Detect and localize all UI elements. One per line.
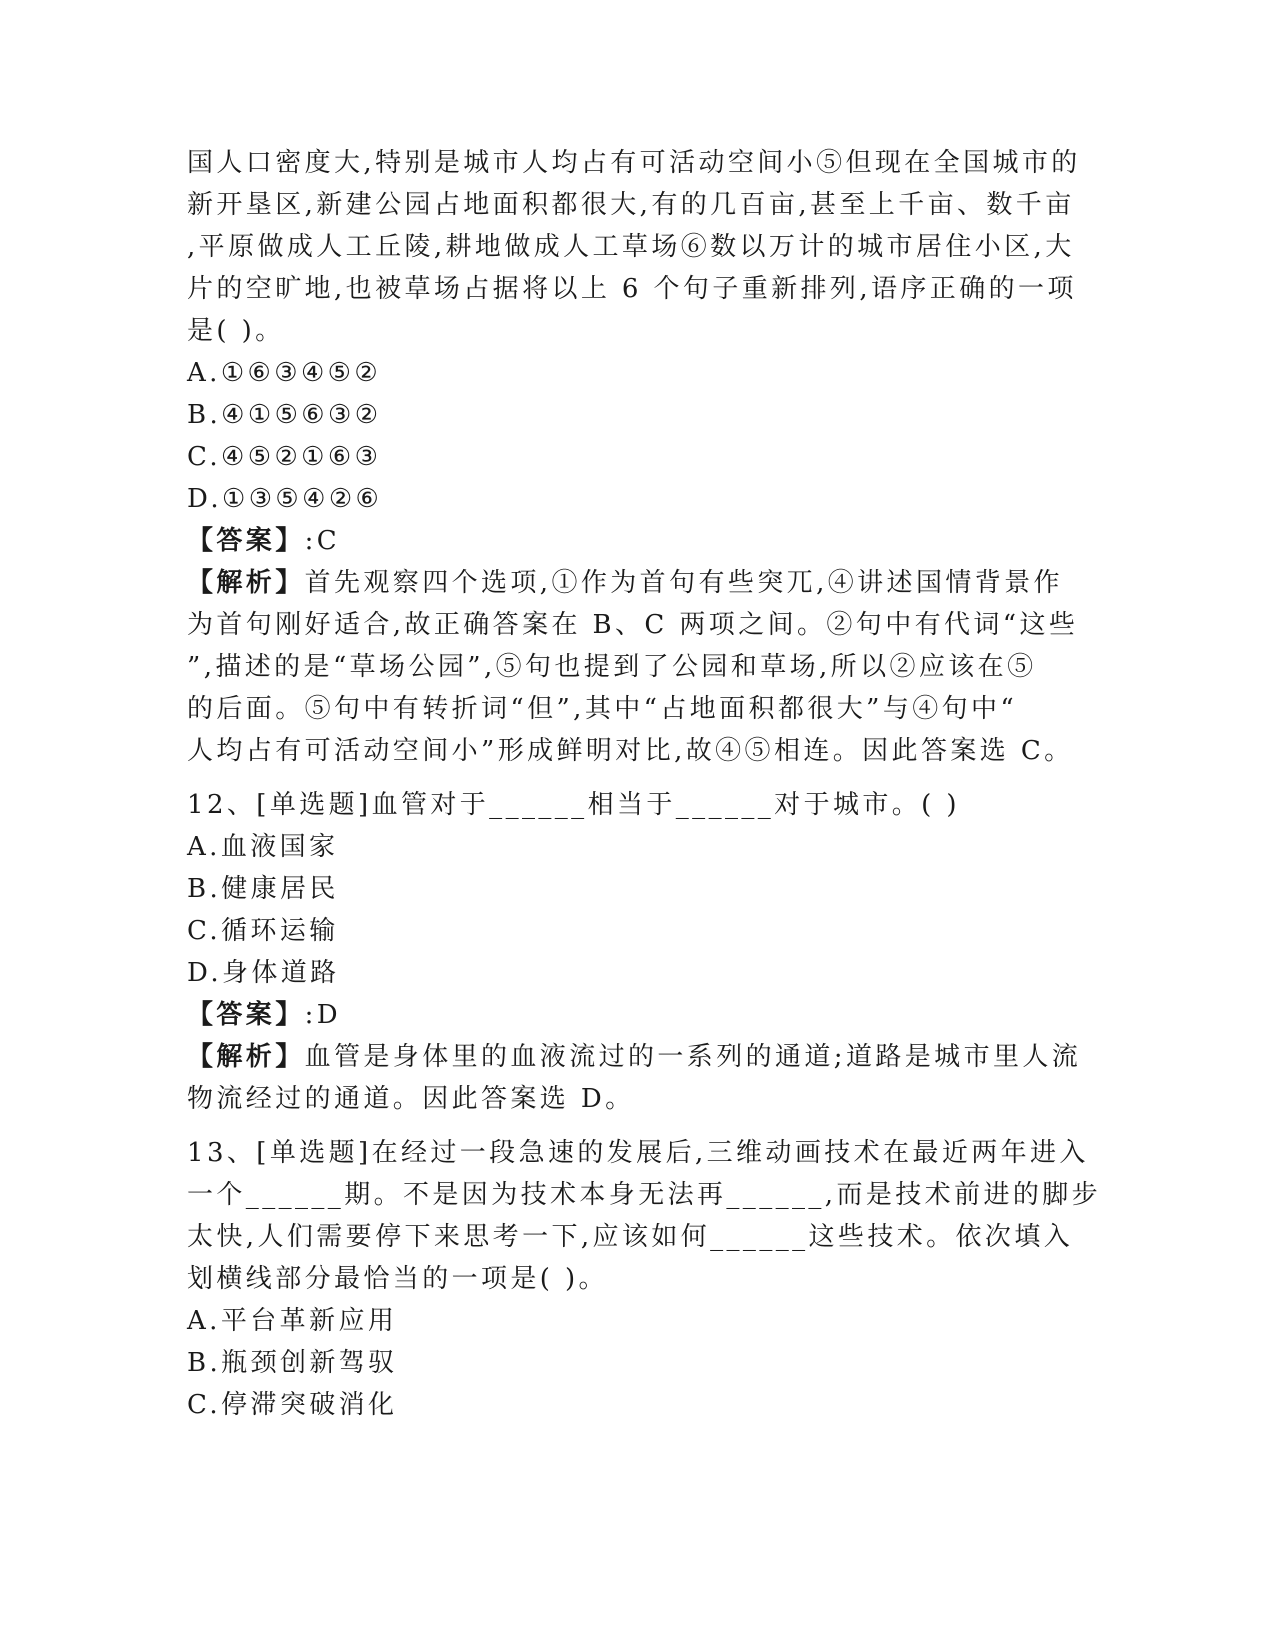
q11-option-a: A.①⑥③④⑤② [187,358,382,388]
q13-stem-line: 13、[单选题]在经过一段急速的发展后,三维动画技术在最近两年进入 [187,1138,1089,1168]
q11-answer [187,520,1082,562]
q12-stem [187,784,1082,826]
q13-option-c: C.停滞突破消化 [187,1390,398,1420]
q12-analysis-line [187,1036,1082,1078]
q11-stem-line: 是( )。 [187,316,285,346]
q12-stem-line: 12、[单选题]血管对于______相当于______对于城市。( ) [187,790,960,820]
question-spacer [187,772,1082,784]
q12-option-a: A.血液国家 [187,832,339,862]
q13-stem-line: 划横线部分最恰当的一项是( )。 [187,1264,608,1294]
q11-analysis-line: 为首句刚好适合,故正确答案在 B、C 两项之间。②句中有代词“这些 [187,610,1079,640]
document-content [187,142,1102,1426]
q11-analysis-line: ”,描述的是“草场公园”,⑤句也提到了公园和草场,所以②应该在⑤ [187,652,1037,682]
q11-analysis-line: 人均占有可活动空间小”形成鲜明对比,故④⑤相连。因此答案选 C。 [187,736,1074,766]
q12-analysis-line: 物流经过的通道。因此答案选 D。 [187,1084,635,1114]
q12-analysis-label: 【解析】 [187,1042,305,1072]
q13-option-b: B.瓶颈创新驾驭 [187,1348,398,1378]
q11-option-b: B.④①⑤⑥③② [187,400,382,430]
q12-option-c: C.循环运输 [187,916,339,946]
q12-analysis-text: 血管是身体里的血液流过的一系列的通道;道路是城市里人流 [304,1042,1082,1072]
q12-answer-value: :D [304,1000,342,1030]
q11-stem-line: 片的空旷地,也被草场占据将以上 6 个句子重新排列,语序正确的一项 [187,274,1077,304]
q11-stem-line: 新开垦区,新建公园占地面积都很大,有的几百亩,甚至上千亩、数千亩 [187,190,1075,220]
q11-analysis [187,562,1082,772]
q11-option-d: D.①③⑤④②⑥ [187,484,383,514]
q11-answer-value: :C [304,526,341,556]
q12-answer-label: 【答案】 [187,1000,305,1030]
q13-stem [187,1132,1102,1300]
q11-answer-label: 【答案】 [187,526,305,556]
question-spacer [187,1120,1082,1132]
q12-option-d: D.身体道路 [187,958,340,988]
q11-analysis-line: 的后面。⑤句中有转折词“但”,其中“占地面积都很大”与④句中“ [187,694,1018,724]
q11-stem-line: 国人口密度大,特别是城市人均占有可活动空间小⑤但现在全国城市的 [187,148,1081,178]
q11-analysis-line [187,562,1082,604]
q11-option-c: C.④⑤②①⑥③ [187,442,382,472]
q12-option-b: B.健康居民 [187,874,339,904]
q11-stem [187,142,1082,352]
q12-answer [187,994,1082,1036]
q13-stem-line: 太快,人们需要停下来思考一下,应该如何______这些技术。依次填入 [187,1222,1074,1252]
q11-analysis-text: 首先观察四个选项,①作为首句有些突兀,④讲述国情背景作 [304,568,1063,598]
q13-option-a: A.平台革新应用 [187,1306,398,1336]
q11-stem-line: ,平原做成人工丘陵,耕地做成人工草场⑥数以万计的城市居住小区,大 [187,232,1075,262]
q12-analysis [187,1036,1082,1120]
q11-analysis-label: 【解析】 [187,568,305,598]
q13-stem-line: 一个______期。不是因为技术本身无法再______,而是技术前进的脚步 [187,1180,1102,1210]
